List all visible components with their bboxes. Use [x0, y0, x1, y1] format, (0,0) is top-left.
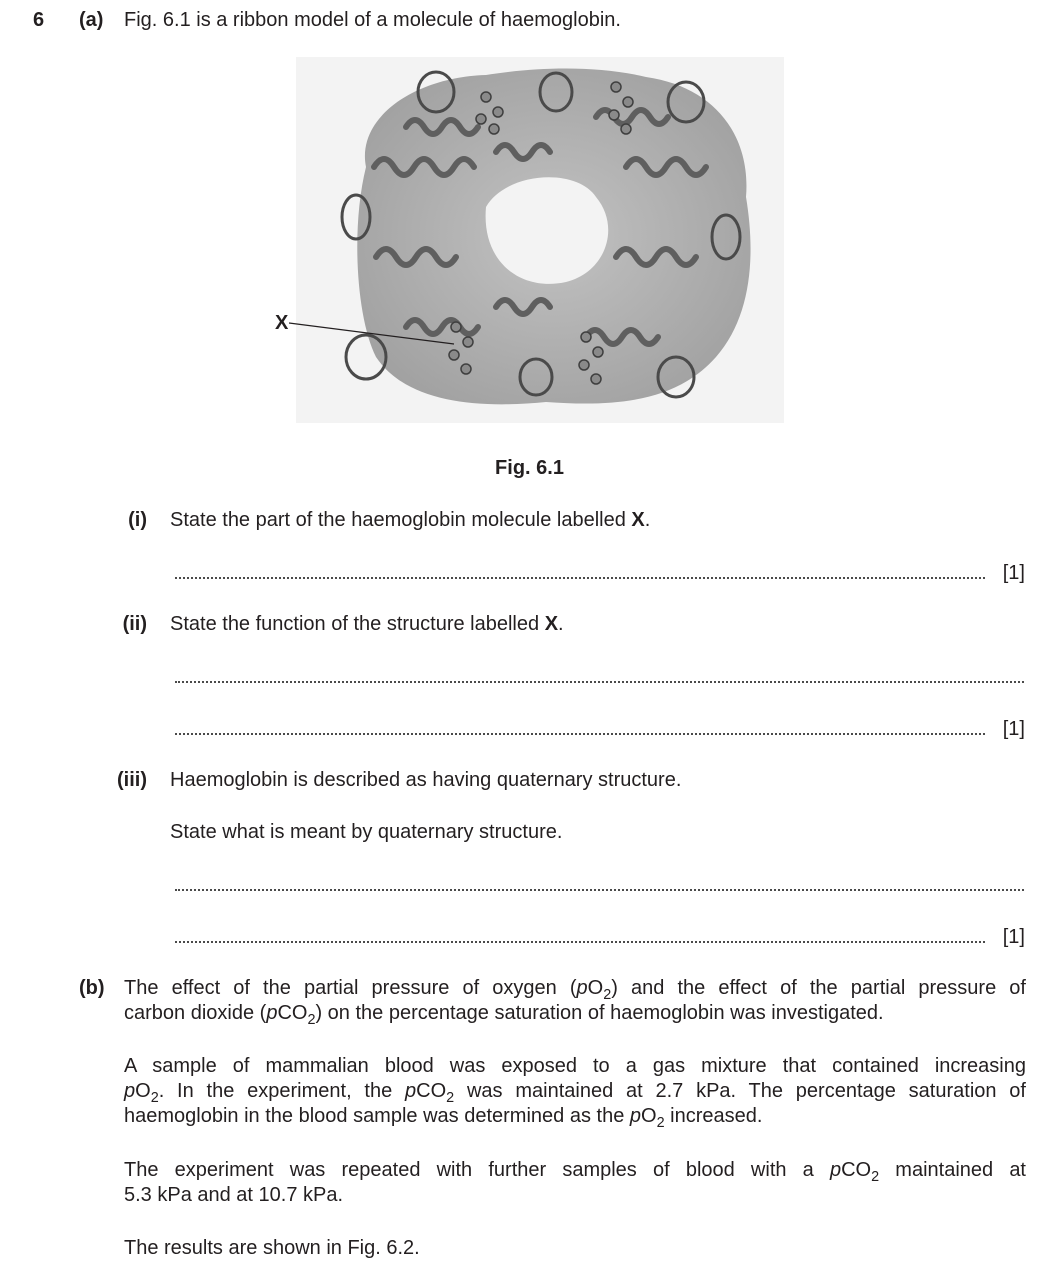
figure-label-x: X — [275, 312, 289, 334]
ribbon-model-image — [296, 57, 784, 423]
answer-line[interactable] — [175, 681, 1024, 683]
part-a-label: (a) — [79, 9, 104, 31]
answer-line[interactable] — [175, 733, 985, 735]
question-number: 6 — [33, 9, 45, 31]
sub-ii-label: (ii) — [122, 613, 147, 635]
part-b-paragraph-1: The effect of the partial pressure of oxygen $(pO_2)$ and the effect of the partial pressure of carbon dioxide (pCO$_2$) on the percentage saturation of haemoglobin was investigated. — [124, 977, 1026, 1029]
part-a-stem: Fig. 6.1 is a ribbon model of a molecule of haemoglobin. — [124, 9, 621, 31]
sub-i-label: (i) — [128, 509, 147, 531]
part-b-paragraph-4: The results are shown in Fig. 6.2. — [124, 1237, 420, 1259]
figure-caption: Fig. 6.1 — [495, 457, 564, 479]
mark-allocation: [1] — [1002, 718, 1025, 740]
sub-ii-question: State the function of the structure labelled X. — [170, 613, 564, 635]
sub-iii-question: Haemoglobin is described as having quaternary structure. — [170, 769, 682, 791]
part-b-paragraph-3: The experiment was repeated with further samples of blood with a pCO$_2$ maintained at 5.3 kPa and at 10.7 kPa. — [124, 1159, 1026, 1206]
answer-line[interactable] — [175, 577, 985, 579]
haemoglobin-ribbon-figure — [296, 57, 784, 423]
sub-iii-label: (iii) — [117, 769, 147, 791]
part-b-paragraph-2: A sample of mammalian blood was exposed to a gas mixture that contained increasing $pO_2$. In the experiment, the pCO$_2$ was maintained at 2.7 kPa. The percentage saturation of haemoglobin in the blood sample was determined as the $pO_2$ increased. — [124, 1055, 1026, 1132]
answer-line[interactable] — [175, 941, 985, 943]
sub-iii-instruction: State what is meant by quaternary structure. — [170, 821, 563, 843]
part-b-label: (b) — [79, 977, 105, 999]
label-x-leader-line — [289, 318, 459, 348]
answer-line[interactable] — [175, 889, 1024, 891]
mark-allocation: [1] — [1002, 562, 1025, 584]
sub-i-question: State the part of the haemoglobin molecule labelled X. — [170, 509, 651, 531]
mark-allocation: [1] — [1002, 926, 1025, 948]
